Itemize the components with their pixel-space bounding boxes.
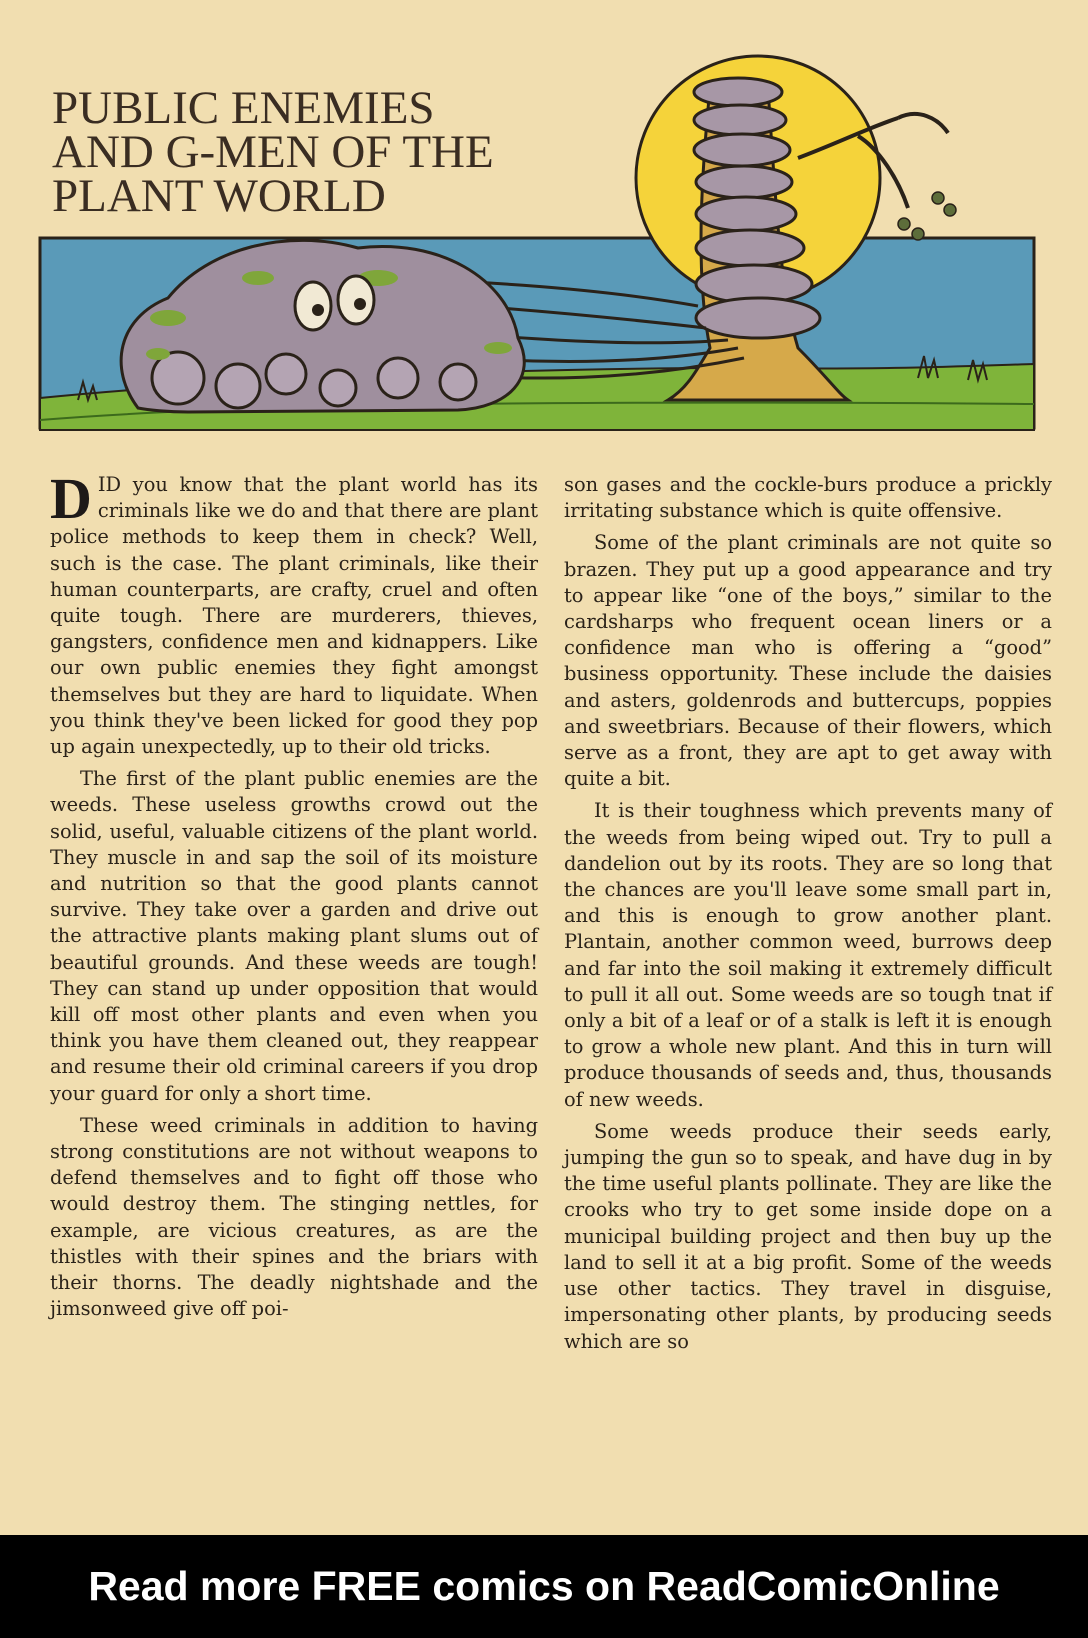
paragraph-3: These weed criminals in addition to having strong constitutions are not without weapons to defend themselves and to fight off those who would destroy them. The stinging nettles, for example, are vicious creatures, as are the thistles with their spines and the briars with their thorns. The deadly nightshade and the jimsonweed give off poi- — [50, 1113, 538, 1321]
weed-strangling-tree-illustration — [38, 48, 1038, 452]
paragraph-6: It is their toughness which prevents many of the weeds from being wiped out. Try to pull a dandelion out by its roots. They are so long that the chances are you'll leave some small part in, and this is enough to grow another plant. Plantain, another common weed, burrows deep and far into the soil making it extremely difficult to pull it all out. Some weeds are so tough tnat if only a bit of a leaf or of a stalk is left it is enough to grow a whole new plant. And this in turn will produce thousands of seeds and, thus, thousands of new weeds. — [564, 799, 1052, 1111]
promo-banner[interactable]: Read more FREE comics on ReadComicOnline — [0, 1535, 1088, 1638]
paragraph-5: Some of the plant criminals are not quite so brazen. They put up a good appearance and try to appear like “one of the boys,” similar to the cardsharps who frequent ocean liners or a confidence man who is offering a “good” business opportunity. These include the daisies and asters, goldenrods and buttercups, poppies and sweetbriars. Because of their flowers, which serve as a front, they are apt to get away with quite a bit. — [564, 531, 1052, 791]
article-column-left — [50, 466, 538, 1329]
article-column-right — [564, 472, 1052, 1361]
title-line-2: AND G-MEN OF THE — [52, 126, 494, 178]
drop-cap: D — [50, 466, 92, 531]
paragraph-2: The first of the plant public enemies are the weeds. These useless growths crowd out the solid, useful, valuable citizens of the plant world. They muscle in and sap the soil of its moisture and nutrition so that the good plants cannot survive. They take over a garden and drive out the attractive plants making plant slums out of beautiful grounds. And these weeds are tough! They can stand up under opposition that would kill off most other plants and even when you think you have them cleaned out, they reappear and resume their old criminal careers if you drop your guard for only a short time. — [50, 767, 538, 1105]
title-line-3: PLANT WORLD — [52, 170, 386, 222]
paragraph-7: Some weeds produce their seeds early, jumping the gun so to speak, and have dug in by the time useful plants pollinate. They are like the crooks who try to get some inside dope on a municipal building project and then buy up the land to sell it at a big profit. Some of the weeds use other tactics. They travel in disguise, impersonating other plants, by producing seeds which are so — [564, 1119, 1052, 1353]
title-line-1: PUBLIC ENEMIES — [52, 82, 435, 134]
paragraph-1-text: you know that the plant world has its criminals like we do and that there are plant police methods to keep them in check? Well, such is the case. The plant criminals, like their human counterparts, are crafty, cruel and often quite tough. There are murderers, thieves, gangsters, confidence men and kidnappers. Like our own public enemies they fight amongst themselves but they are hard to liquidate. When you think they've been licked for good they pop up again unexpectedly, up to their old tricks. — [50, 473, 538, 759]
lead-in: ID — [97, 473, 122, 496]
paragraph-4: son gases and the cockle-burs produce a prickly irritating substance which is quite offensive. — [564, 473, 1052, 523]
paragraph-1 — [50, 466, 538, 760]
